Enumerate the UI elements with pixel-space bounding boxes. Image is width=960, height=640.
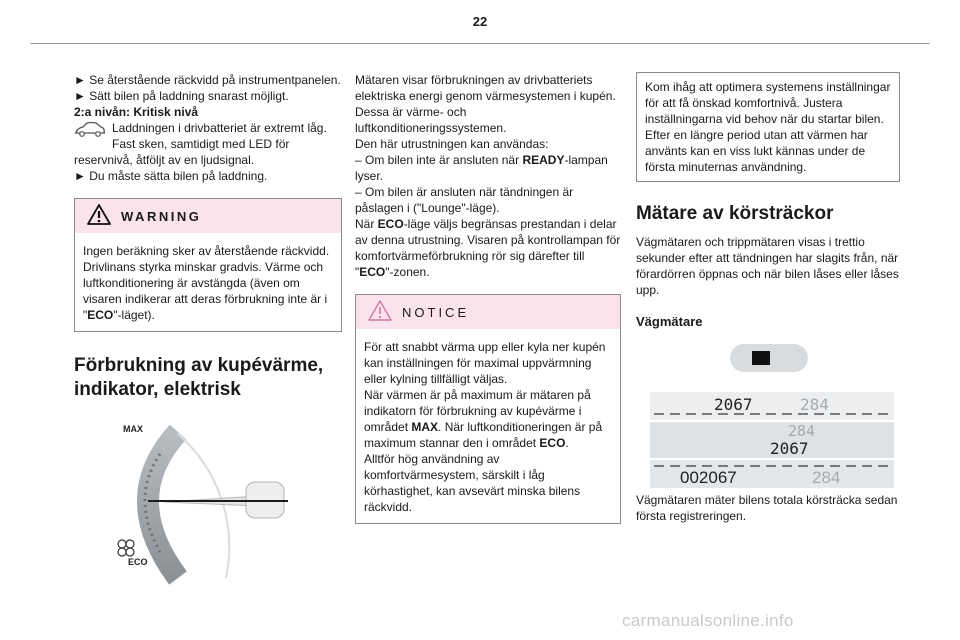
paragraph-must-charge: ► Du måste sätta bilen på laddning. xyxy=(74,169,268,183)
level-text-1: Laddningen i drivbatteriet är extremt låg. xyxy=(112,121,327,135)
paragraph-see-range: ► Se återstående räckvidd på instrumentpanelen. xyxy=(74,73,341,87)
warning-text: Ingen beräkning sker av återstående räckvidd. Drivlinans styrka minskar gradvis. Värme och luftkonditionering är avstängda (även om visaren indikerar att deras förbrukning inte är i "ECO"-läget). xyxy=(83,244,330,322)
odometer-row2-trip: 284 xyxy=(788,422,816,440)
odometer-caption: Vägmätaren mäter bilens totala körsträcka sedan första registreringen. xyxy=(636,493,898,523)
meter-intro: Mätaren visar förbrukningen av drivbatteriets elektriska energi genom värmesystemen i kupén. Dessa är värme- och luftkonditioneringssystemen. xyxy=(355,73,616,135)
warning-header xyxy=(75,199,341,233)
column-middle xyxy=(355,72,621,524)
tip-text-1: Kom ihåg att optimera systemens inställningar för att få önskad komfortnivå. Justera inställningarna vid behov när du startar bilen. xyxy=(645,80,891,126)
notice-box xyxy=(355,294,621,524)
tip-box xyxy=(636,72,900,182)
notice-header xyxy=(356,295,620,329)
heating-consumption-gauge xyxy=(108,420,298,590)
notice-text-2: När värmen är på maximum är mätaren på indikatorn för förbrukning av kupévärme i området MAX. När luftkonditioneringen är på maximum stannar den i området ECO. xyxy=(364,388,603,450)
car-warning-icon xyxy=(74,120,106,143)
usage-item-ready: – Om bilen inte är ansluten när READY-lampan lyser. xyxy=(355,153,608,183)
odometer-row3-total: 002067 xyxy=(680,468,737,487)
warning-triangle-icon xyxy=(87,204,111,228)
column-right xyxy=(636,72,906,329)
eco-leaf-icon xyxy=(118,540,134,556)
column-left xyxy=(74,72,342,402)
section-title-odometers: Mätare av körsträckor xyxy=(636,203,834,224)
header-rule xyxy=(30,43,930,44)
paragraph-charge-asap: ► Sätt bilen på laddning snarast möjligt. xyxy=(74,89,289,103)
warning-box xyxy=(74,198,342,332)
warning-title: WARNING xyxy=(121,208,202,224)
notice-title: NOTICE xyxy=(402,304,470,320)
notice-text-1: För att snabbt värma upp eller kyla ner kupén kan inställningen för maximal uppvärmning eller kylning tillfälligt väljas. xyxy=(364,340,606,386)
page-number: 22 xyxy=(472,14,488,29)
odometers-intro: Vägmätaren och trippmätaren visas i trettio sekunder efter att tändningen har slagits från, när förardörren öppnas och när bilen låses eller låses upp. xyxy=(636,235,899,297)
eco-mode-paragraph: När ECO-läge väljs begränsas prestandan i delar av denna utrustning. Visaren på kontrollampan för komfortvärmeförbrukning rör sig därefter till "ECO"-zonen. xyxy=(355,217,621,279)
tip-text-2: Efter en längre period utan att värmen har använts kan en viss lukt kännas under de första minuternas användning. xyxy=(645,128,868,174)
level-block xyxy=(74,120,342,168)
notice-triangle-icon xyxy=(368,300,392,324)
gauge-label-eco: ECO xyxy=(128,557,148,567)
level-text-2: Fast sken, samtidigt med LED för xyxy=(112,137,290,151)
usage-item-lounge: – Om bilen är ansluten när tändningen är påslagen i ("Lounge"-läge). xyxy=(355,185,574,215)
section-title-heating-line1: Förbrukning av kupévärme, xyxy=(74,355,324,376)
section-title-heating-line2: indikator, elektrisk xyxy=(74,379,241,400)
level-heading: 2:a nivån: Kritisk nivå xyxy=(74,105,199,119)
gauge-label-max: MAX xyxy=(123,424,143,434)
odometer-display-illustration xyxy=(640,338,902,488)
subsection-title-odometer: Vägmätare xyxy=(636,314,703,329)
odometer-row2-total: 2067 xyxy=(770,439,809,458)
odometer-row1-total: 2067 xyxy=(714,395,753,414)
odometer-row1-trip: 284 xyxy=(800,395,829,414)
watermark: carmanualsonline.info xyxy=(622,611,794,630)
usage-intro: Den här utrustningen kan användas: xyxy=(355,137,549,151)
notice-text-3: Alltför hög användning av komfortvärmesystem, särskilt i låg körhastighet, kan avsevärt minska bilens räckvidd. xyxy=(364,452,581,514)
odometer-row3-trip: 284 xyxy=(812,468,841,487)
level-text-3: reservnivå, åtföljt av en ljudsignal. xyxy=(74,153,255,167)
